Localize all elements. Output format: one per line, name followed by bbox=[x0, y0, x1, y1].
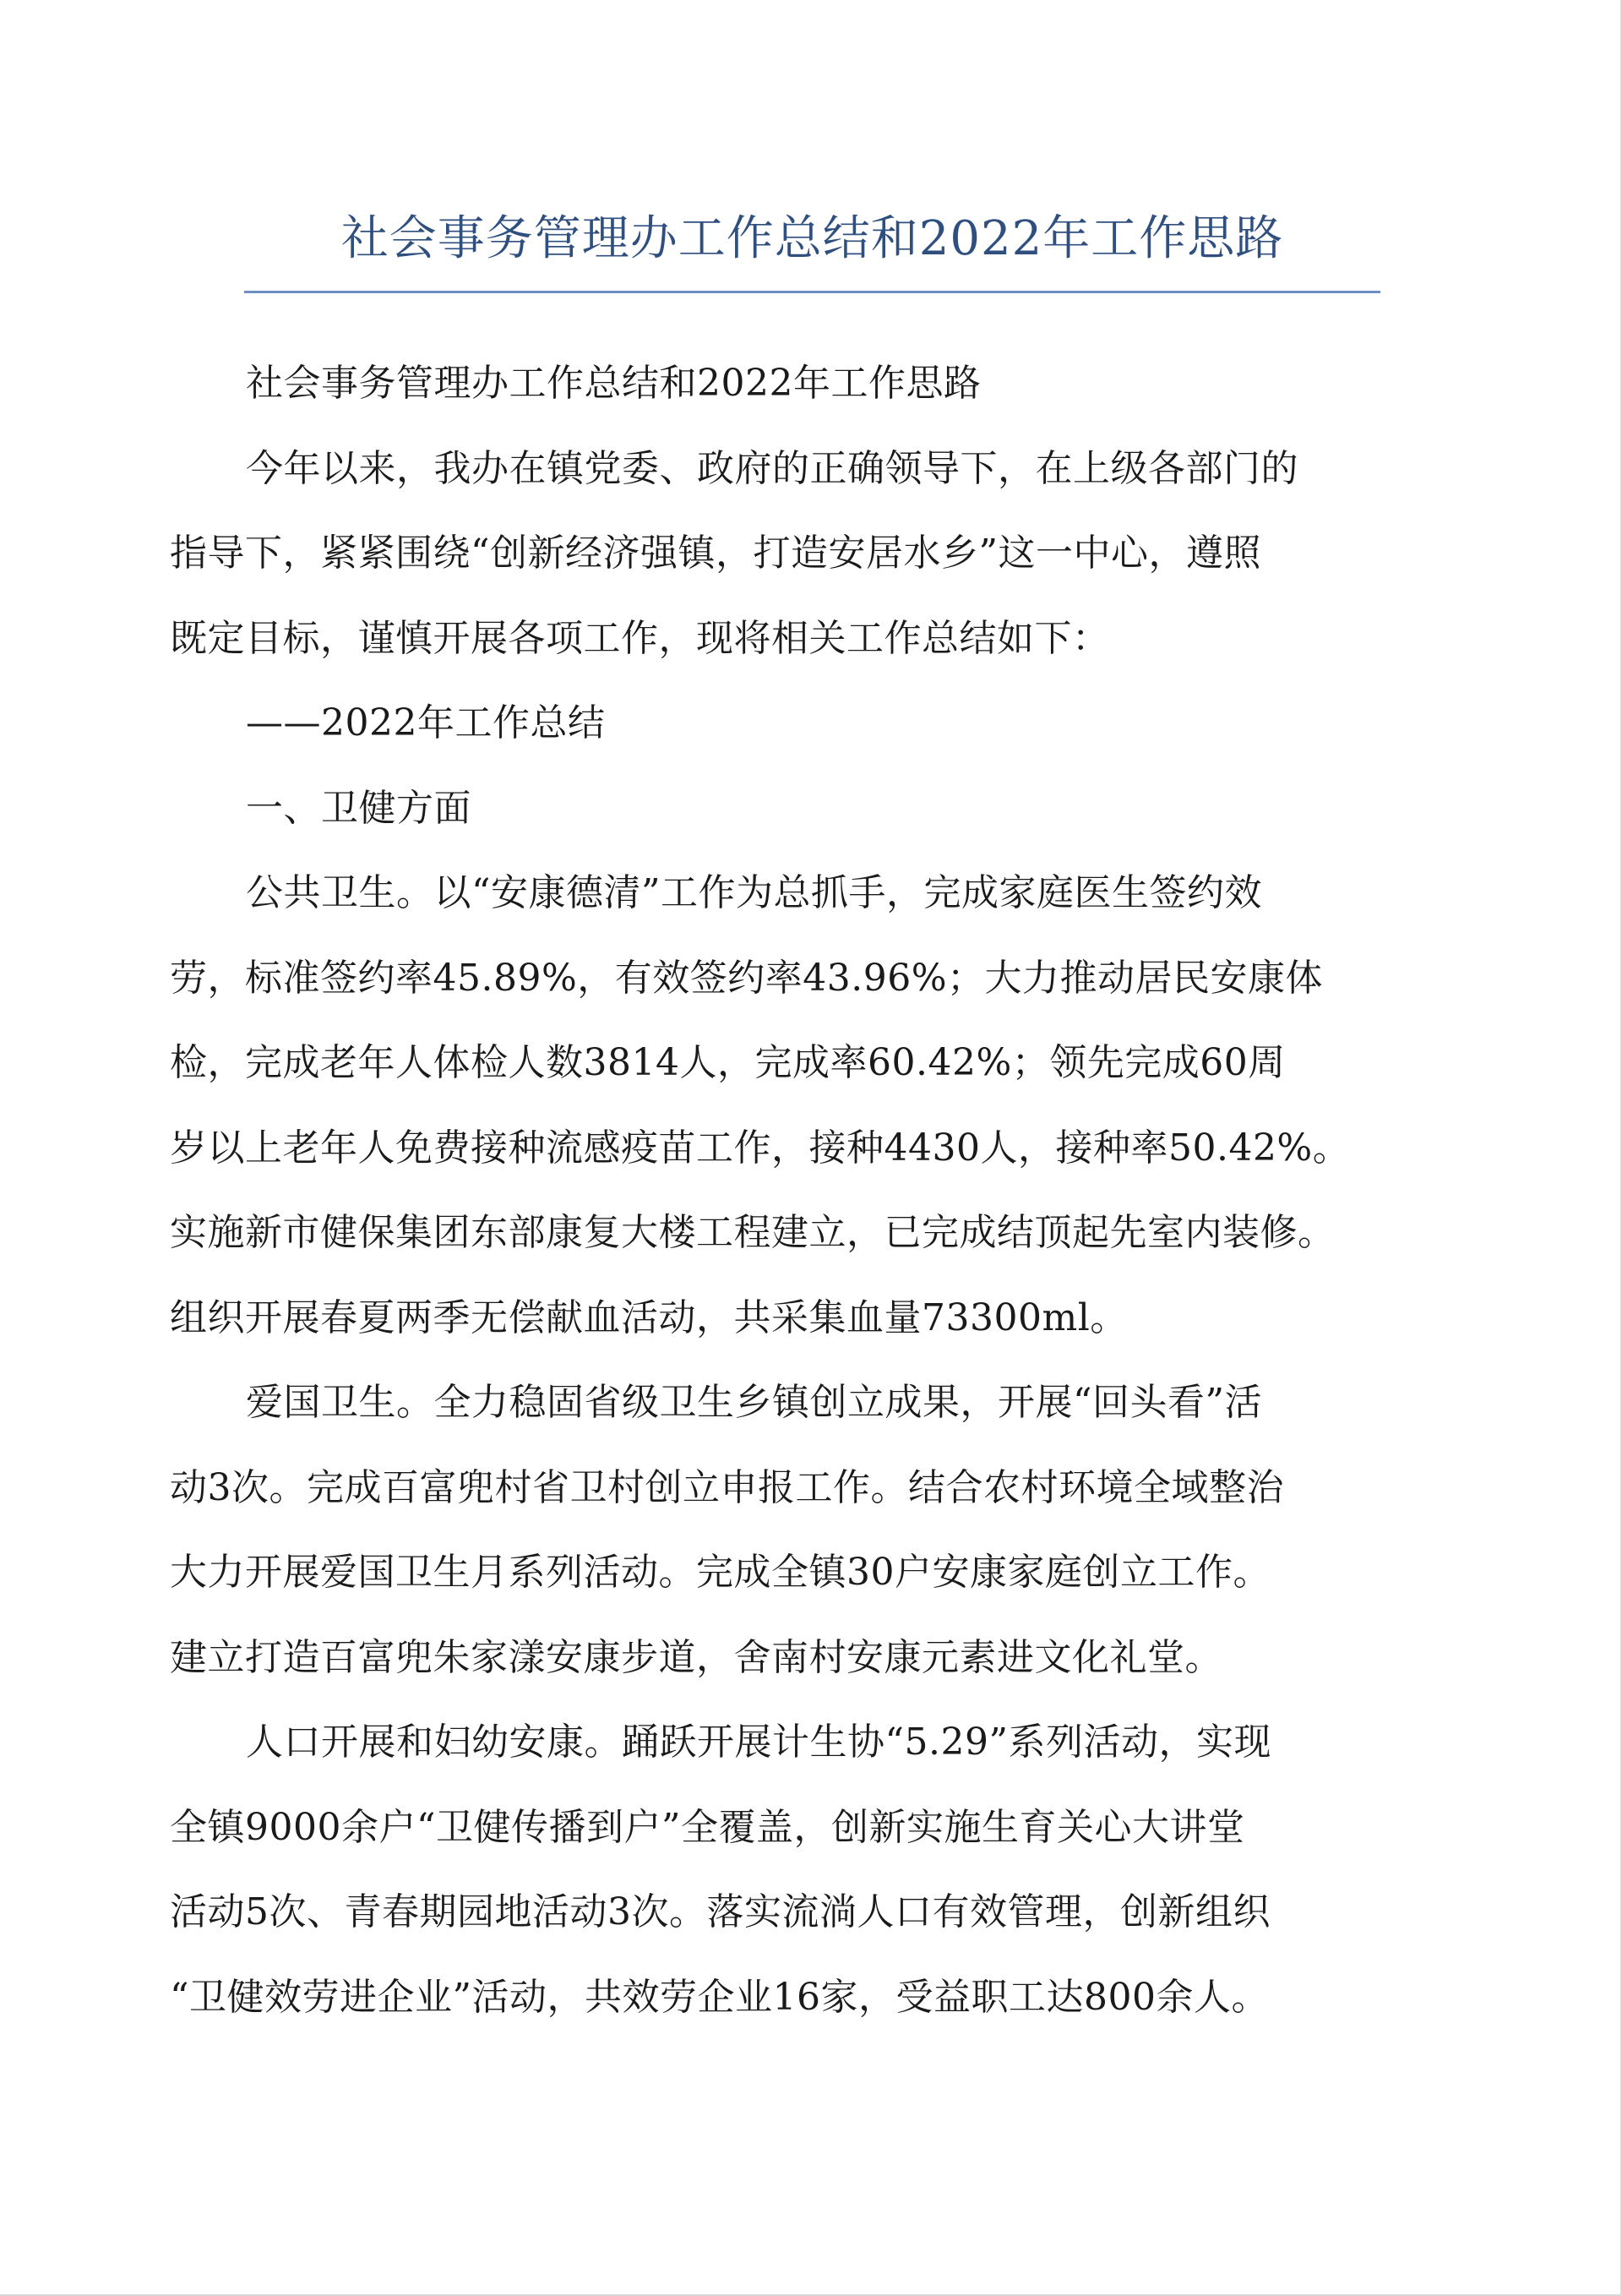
text-line: 建立打造百富兜朱家漾安康步道，舍南村安康元素进文化礼堂。 bbox=[170, 1635, 1222, 1679]
text-line: 一、卫健方面 bbox=[246, 786, 471, 830]
text-line: 今年以来，我办在镇党委、政府的正确领导下，在上级各部门的 bbox=[246, 446, 1298, 490]
text-line: 劳，标准签约率45.89%，有效签约率43.96%；大力推动居民安康体 bbox=[170, 956, 1324, 1000]
paragraph-patriotic-health bbox=[170, 1361, 1420, 1700]
paragraph-public-health bbox=[170, 851, 1420, 1361]
text-line: 指导下，紧紧围绕“创新经济强镇，打造安居水乡”这一中心，遵照 bbox=[170, 532, 1261, 575]
paragraph-intro bbox=[170, 427, 1420, 682]
text-line: 动3次。完成百富兜村省卫村创立申报工作。结合农村环境全域整治 bbox=[170, 1465, 1284, 1509]
text-line: 大力开展爱国卫生月系列活动。完成全镇30户安康家庭创立工作。 bbox=[170, 1551, 1271, 1594]
text-line: 检，完成老年人体检人数3814人，完成率60.42%；领先完成60周 bbox=[170, 1041, 1286, 1084]
section-heading-summary bbox=[246, 681, 1420, 766]
text-line: 爱国卫生。全力稳固省级卫生乡镇创立成果，开展“回头看”活 bbox=[246, 1381, 1262, 1424]
title-divider bbox=[244, 291, 1380, 293]
text-line: 组织开展春夏两季无偿献血活动，共采集血量73300ml。 bbox=[170, 1295, 1128, 1339]
paragraph-population-maternal bbox=[170, 1700, 1420, 2040]
section-heading-health bbox=[246, 766, 1420, 852]
text-line: 全镇9000余户“卫健传播到户”全覆盖，创新实施生育关心大讲堂 bbox=[170, 1805, 1245, 1849]
text-line: 岁以上老年人免费接种流感疫苗工作，接种4430人，接种率50.42%。 bbox=[170, 1126, 1351, 1170]
paragraph-subtitle bbox=[246, 341, 1420, 427]
document-body bbox=[170, 341, 1420, 2040]
text-line: 实施新市健保集团东部康复大楼工程建立，已完成结顶起先室内装修。 bbox=[170, 1211, 1336, 1254]
text-line: 人口开展和妇幼安康。踊跃开展计生协“5.29”系列活动，实现 bbox=[246, 1721, 1271, 1764]
text-line: 公共卫生。以“安康德清”工作为总抓手，完成家庭医生签约效 bbox=[246, 871, 1262, 914]
text-line: 社会事务管理办工作总结和2022年工作思路 bbox=[246, 362, 982, 405]
text-line: 活动5次、青春期园地活动3次。落实流淌人口有效管理，创新组织 bbox=[170, 1890, 1271, 1933]
text-line: ——2022年工作总结 bbox=[246, 701, 606, 744]
text-line: “卫健效劳进企业”活动，共效劳企业16家，受益职工达800余人。 bbox=[170, 1975, 1269, 2019]
document-title: 社会事务管理办工作总结和2022年工作思路 bbox=[340, 211, 1284, 266]
text-line: 既定目标，谨慎开展各项工作，现将相关工作总结如下： bbox=[170, 616, 1110, 660]
